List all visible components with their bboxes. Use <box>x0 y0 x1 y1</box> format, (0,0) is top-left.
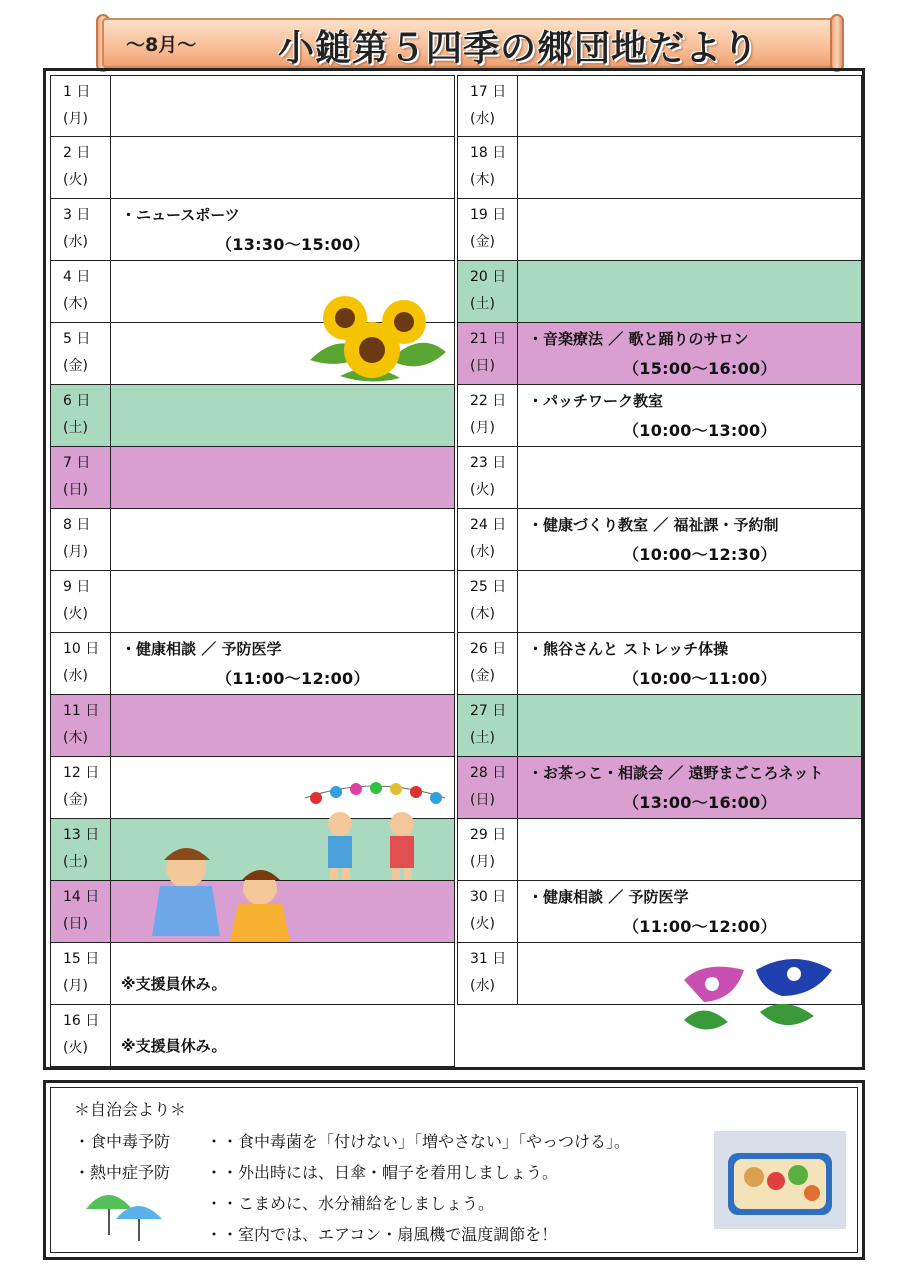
calendar-row <box>457 385 862 447</box>
weekday: (金) <box>470 668 495 684</box>
calendar-row <box>457 509 862 571</box>
event-time: （11:00～12:00） <box>216 669 370 688</box>
day-cell <box>51 881 111 942</box>
day-number: 11 日 <box>63 703 100 719</box>
calendar-row <box>457 695 862 757</box>
event-time: （13:00～16:00） <box>623 793 777 812</box>
day-number: 20 日 <box>470 269 507 285</box>
notes-item-label: ・食中毒予防 <box>74 1132 171 1151</box>
event-time: （11:00～12:00） <box>623 917 777 936</box>
day-number: 29 日 <box>470 827 507 843</box>
calendar-row <box>457 323 862 385</box>
event-title: ・熊谷さんと ストレッチ体操 <box>528 640 729 658</box>
weekday: (土) <box>470 730 495 746</box>
calendar-row <box>50 1005 455 1067</box>
event-cell <box>111 695 454 756</box>
day-cell <box>51 695 111 756</box>
day-number: 16 日 <box>63 1013 100 1029</box>
day-cell <box>51 633 111 694</box>
event-cell <box>518 571 861 632</box>
notes-heading: ＊自治会より＊ <box>74 1100 187 1119</box>
calendar-row <box>457 757 862 819</box>
day-number: 5 日 <box>63 331 91 347</box>
event-title: ・ニュースポーツ <box>121 206 240 224</box>
weekday: (木) <box>470 606 495 622</box>
festival-kids-icon <box>140 776 450 941</box>
calendar-row <box>457 881 862 943</box>
weekday: (火) <box>63 606 88 622</box>
day-number: 24 日 <box>470 517 507 533</box>
month-label: ～8月～ <box>126 34 197 56</box>
notes-line: ・・室内では、エアコン・扇風機で温度調節を！ <box>206 1225 558 1244</box>
scroll-curl-right <box>830 14 844 72</box>
event-cell <box>111 199 454 260</box>
event-title: ・パッチワーク教室 <box>528 392 664 410</box>
event-title: ・音楽療法 ／ 歌と踊りのサロン <box>528 330 749 348</box>
weekday: (月) <box>63 111 88 127</box>
weekday: (土) <box>470 296 495 312</box>
event-time: （15:00～16:00） <box>623 359 777 378</box>
day-cell <box>458 261 518 322</box>
day-cell <box>458 571 518 632</box>
day-cell <box>51 385 111 446</box>
day-cell <box>458 509 518 570</box>
weekday: (土) <box>63 854 88 870</box>
day-cell <box>458 633 518 694</box>
day-number: 14 日 <box>63 889 100 905</box>
day-number: 31 日 <box>470 951 507 967</box>
day-number: 15 日 <box>63 951 100 967</box>
notes-item-label: ・熱中症予防 <box>74 1163 171 1182</box>
calendar-row <box>50 943 455 1005</box>
weekday: (金) <box>63 358 88 374</box>
calendar-row <box>457 75 862 137</box>
calendar-row <box>50 199 455 261</box>
day-number: 6 日 <box>63 393 91 409</box>
notes-box <box>43 1080 865 1260</box>
weekday: (火) <box>470 916 495 932</box>
calendar-row <box>50 447 455 509</box>
day-cell <box>458 757 518 818</box>
calendar-row <box>457 447 862 509</box>
weekday: (木) <box>470 172 495 188</box>
day-cell <box>458 385 518 446</box>
day-cell <box>51 1005 111 1066</box>
day-number: 4 日 <box>63 269 91 285</box>
day-number: 12 日 <box>63 765 100 781</box>
day-number: 27 日 <box>470 703 507 719</box>
weekday: (火) <box>63 1040 88 1056</box>
day-cell <box>51 137 111 198</box>
morning-glory-icon <box>664 950 836 1040</box>
day-cell <box>458 819 518 880</box>
event-cell <box>518 757 861 818</box>
day-cell <box>51 943 111 1004</box>
day-cell <box>458 881 518 942</box>
day-number: 3 日 <box>63 207 91 223</box>
weekday: (月) <box>470 854 495 870</box>
day-cell <box>458 76 518 136</box>
day-number: 26 日 <box>470 641 507 657</box>
calendar-row <box>457 819 862 881</box>
day-number: 7 日 <box>63 455 91 471</box>
day-number: 9 日 <box>63 579 91 595</box>
event-cell <box>518 261 861 322</box>
day-number: 21 日 <box>470 331 507 347</box>
calendar-row <box>50 385 455 447</box>
day-cell <box>51 447 111 508</box>
event-cell <box>111 137 454 198</box>
event-cell <box>518 323 861 384</box>
day-cell <box>51 261 111 322</box>
day-cell <box>51 509 111 570</box>
day-cell <box>458 447 518 508</box>
event-cell <box>518 447 861 508</box>
event-time: （13:30～15:00） <box>216 235 370 254</box>
day-cell <box>458 943 518 1004</box>
event-cell <box>518 695 861 756</box>
event-cell <box>111 385 454 446</box>
weekday: (水) <box>63 668 88 684</box>
event-title: ・健康相談 ／ 予防医学 <box>528 888 689 906</box>
event-cell <box>518 199 861 260</box>
event-note: ※支援員休み。 <box>121 1037 227 1055</box>
weekday: (金) <box>63 792 88 808</box>
calendar-row <box>457 137 862 199</box>
weekday: (日) <box>470 358 495 374</box>
day-cell <box>458 323 518 384</box>
notes-line: ・・こまめに、水分補給をしましょう。 <box>206 1194 495 1213</box>
calendar-row <box>50 75 455 137</box>
event-time: （10:00～12:30） <box>623 545 777 564</box>
day-number: 18 日 <box>470 145 507 161</box>
calendar-row <box>50 633 455 695</box>
sunflower-icon <box>300 290 448 386</box>
day-number: 8 日 <box>63 517 91 533</box>
event-cell <box>518 633 861 694</box>
event-cell <box>518 509 861 570</box>
day-number: 30 日 <box>470 889 507 905</box>
weekday: (月) <box>63 544 88 560</box>
day-cell <box>51 199 111 260</box>
day-cell <box>51 571 111 632</box>
weekday: (木) <box>63 296 88 312</box>
event-cell <box>518 385 861 446</box>
day-number: 25 日 <box>470 579 507 595</box>
event-title: ・健康相談 ／ 予防医学 <box>121 640 282 658</box>
event-cell <box>111 1005 454 1066</box>
event-cell <box>111 447 454 508</box>
event-title: ・お茶っこ・相談会 ／ 遠野まごころネット <box>528 764 824 782</box>
day-cell <box>51 819 111 880</box>
day-number: 22 日 <box>470 393 507 409</box>
weekday: (木) <box>63 730 88 746</box>
event-cell <box>111 633 454 694</box>
event-cell <box>518 819 861 880</box>
event-note: ※支援員休み。 <box>121 975 227 993</box>
day-number: 19 日 <box>470 207 507 223</box>
event-title: ・健康づくり教室 ／ 福祉課・予約制 <box>528 516 779 534</box>
day-number: 13 日 <box>63 827 100 843</box>
weekday: (日) <box>470 792 495 808</box>
bento-photo <box>714 1131 846 1229</box>
calendar-row <box>50 509 455 571</box>
weekday: (土) <box>63 420 88 436</box>
calendar-row <box>50 695 455 757</box>
weekday: (水) <box>470 978 495 994</box>
notes-line: ・・外出時には、日傘・帽子を着用しましょう。 <box>206 1163 559 1182</box>
umbrella-icon <box>82 1179 166 1245</box>
event-time: （10:00～13:00） <box>623 421 777 440</box>
event-cell <box>111 571 454 632</box>
weekday: (水) <box>63 234 88 250</box>
weekday: (月) <box>470 420 495 436</box>
event-cell <box>518 76 861 136</box>
calendar-row <box>457 261 862 323</box>
day-cell <box>458 199 518 260</box>
day-number: 17 日 <box>470 84 507 100</box>
weekday: (水) <box>470 544 495 560</box>
day-number: 2 日 <box>63 145 91 161</box>
event-cell <box>111 76 454 136</box>
event-cell <box>518 881 861 942</box>
weekday: (日) <box>63 916 88 932</box>
notes-line: ・・食中毒菌を「付けない」「増やさない」「やっつける」。 <box>206 1132 631 1151</box>
day-number: 28 日 <box>470 765 507 781</box>
weekday: (火) <box>63 172 88 188</box>
calendar-row <box>50 571 455 633</box>
day-number: 1 日 <box>63 84 91 100</box>
event-time: （10:00～11:00） <box>623 669 777 688</box>
day-cell <box>51 323 111 384</box>
day-cell <box>458 137 518 198</box>
day-cell <box>458 695 518 756</box>
event-cell <box>111 509 454 570</box>
weekday: (金) <box>470 234 495 250</box>
weekday: (日) <box>63 482 88 498</box>
day-cell <box>51 76 111 136</box>
page-title: 小鎚第５四季の郷団地だより <box>278 28 760 69</box>
weekday: (月) <box>63 978 88 994</box>
calendar-row <box>50 137 455 199</box>
event-cell <box>518 137 861 198</box>
weekday: (火) <box>470 482 495 498</box>
day-cell <box>51 757 111 818</box>
day-number: 10 日 <box>63 641 100 657</box>
weekday: (水) <box>470 111 495 127</box>
calendar-row <box>457 199 862 261</box>
calendar-row <box>457 571 862 633</box>
day-number: 23 日 <box>470 455 507 471</box>
event-cell <box>111 943 454 1004</box>
header-banner <box>96 14 844 72</box>
calendar-row <box>457 633 862 695</box>
calendar-right-column <box>457 75 862 1005</box>
